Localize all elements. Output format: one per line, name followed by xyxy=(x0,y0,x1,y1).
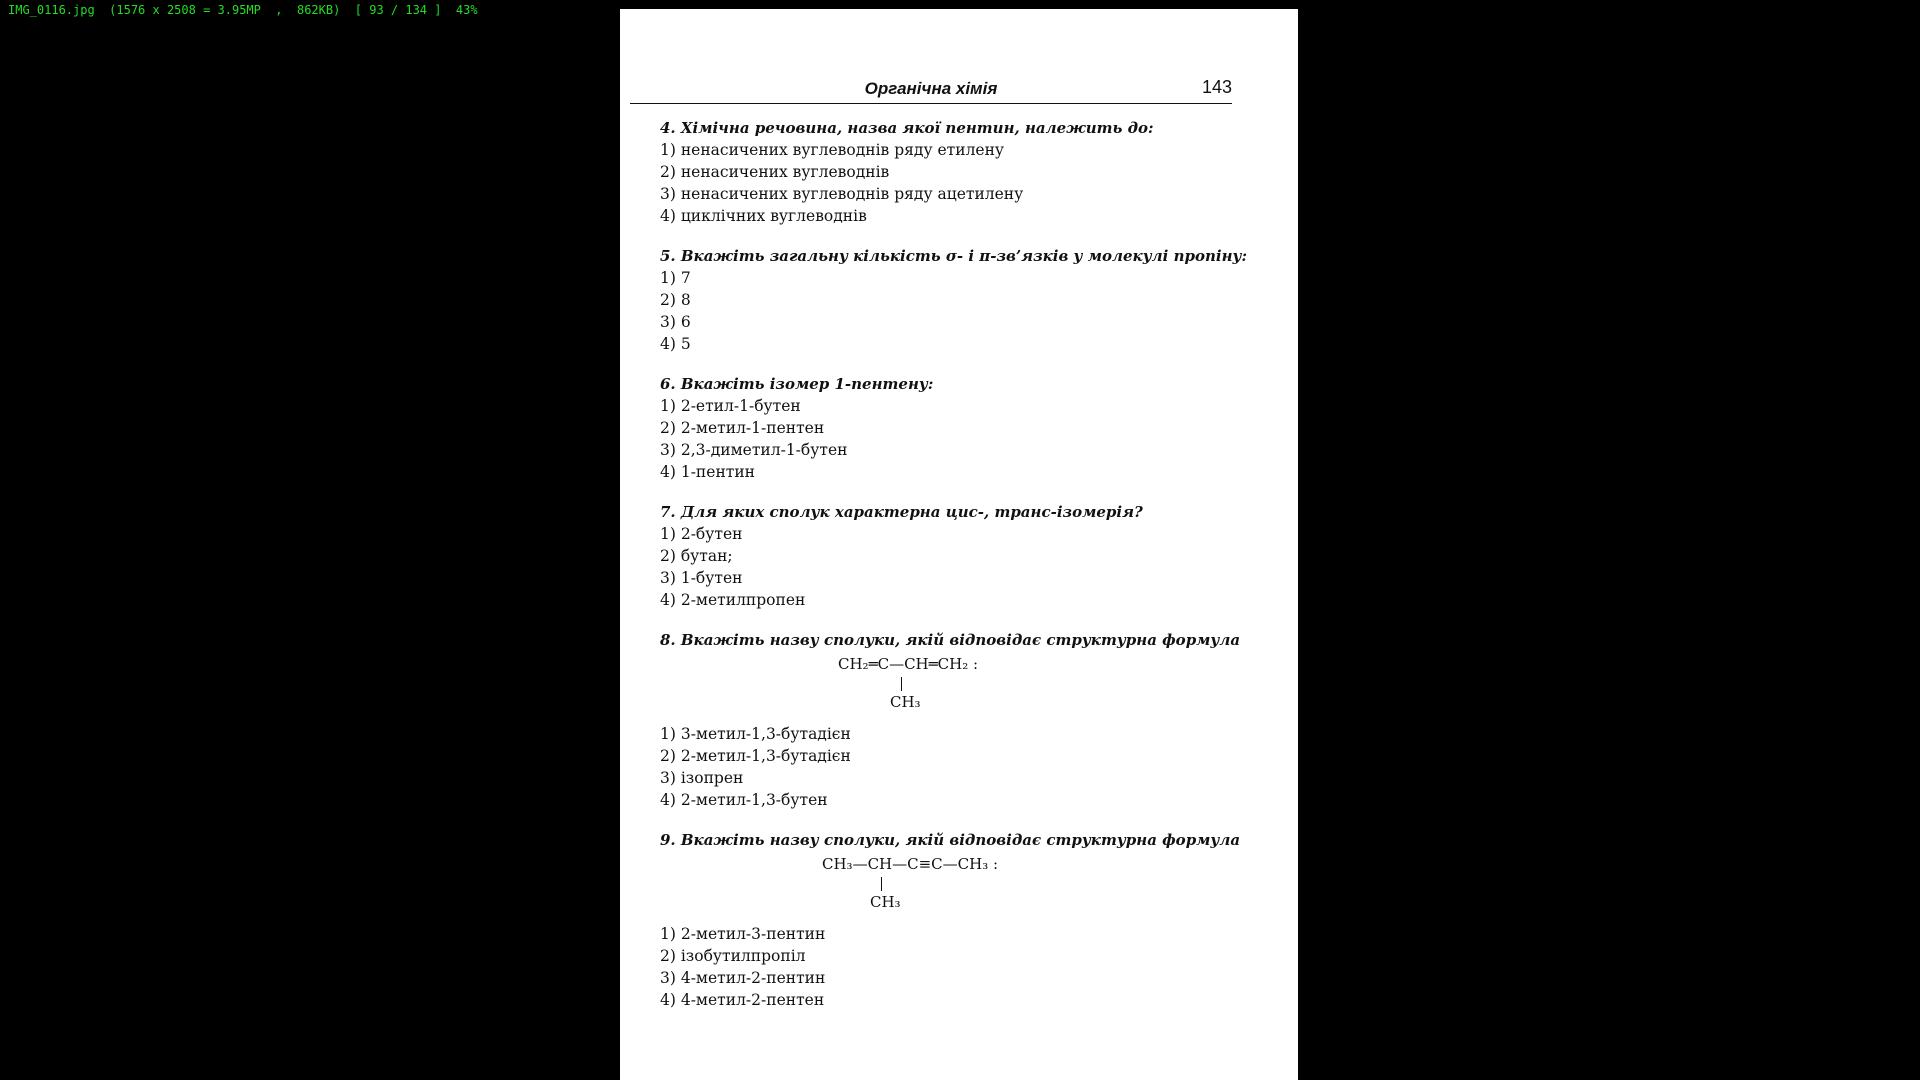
question-7 xyxy=(660,501,1260,611)
page-content xyxy=(660,117,1260,1029)
option: 1) 2-бутен xyxy=(660,525,743,543)
formula-main-chain: CH₃—CH—C≡C—CH₃ : xyxy=(822,855,999,873)
option: 4) 5 xyxy=(660,335,691,353)
option: 1) 7 xyxy=(660,269,691,287)
option: 1) ненасичених вуглеводнів ряду етилену xyxy=(660,141,1005,159)
structural-formula xyxy=(660,851,1260,923)
question-text: 4. Хімічна речовина, назва якої пентин, належить до: xyxy=(660,119,1154,137)
scanned-page xyxy=(620,9,1298,1080)
option: 3) 1-бутен xyxy=(660,569,743,587)
question-text: 6. Вкажіть ізомер 1-пентену: xyxy=(660,375,934,393)
page-title: Органічна хімія xyxy=(864,79,998,98)
option: 1) 2-етил-1-бутен xyxy=(660,397,801,415)
question-text: 7. Для яких сполук характерна цис-, транс-ізомерія? xyxy=(660,503,1143,521)
question-5 xyxy=(660,245,1260,355)
option: 4) 2-метил-1,3-бутен xyxy=(660,791,828,809)
page-header xyxy=(630,71,1232,104)
question-6 xyxy=(660,373,1260,483)
option: 3) 6 xyxy=(660,313,691,331)
question-text: 5. Вкажіть загальну кількість σ- і π-зв’язків у молекулі пропіну: xyxy=(660,247,1248,265)
question-8 xyxy=(660,629,1260,811)
question-9 xyxy=(660,829,1260,1011)
option: 1) 3-метил-1,3-бутадієн xyxy=(660,725,851,743)
question-4 xyxy=(660,117,1260,227)
viewer-status-bar: IMG_0116.jpg (1576 x 2508 = 3.95MP , 862KB) [ 93 / 134 ] 43% xyxy=(8,3,478,17)
page-number: 143 xyxy=(1201,77,1232,97)
option: 2) 2-метил-1-пентен xyxy=(660,419,825,437)
option: 2) ненасичених вуглеводнів xyxy=(660,163,890,181)
option: 3) ненасичених вуглеводнів ряду ацетилену xyxy=(660,185,1024,203)
option: 4) циклічних вуглеводнів xyxy=(660,207,867,225)
option: 4) 1-пентин xyxy=(660,463,756,481)
formula-branch-bond xyxy=(881,877,882,891)
option: 3) 2,3-диметил-1-бутен xyxy=(660,441,848,459)
option: 4) 4-метил-2-пентен xyxy=(660,991,825,1009)
structural-formula xyxy=(660,651,1260,723)
question-text: 8. Вкажіть назву сполуки, якій відповідає структурна формула xyxy=(660,631,1241,649)
option: 2) бутан; xyxy=(660,547,733,565)
option: 3) 4-метил-2-пентин xyxy=(660,969,826,987)
formula-branch-bond xyxy=(901,677,902,691)
option: 3) ізопрен xyxy=(660,769,744,787)
option: 2) 2-метил-1,3-бутадієн xyxy=(660,747,851,765)
option: 2) ізобутилпропіл xyxy=(660,947,806,965)
formula-branch: CH₃ xyxy=(890,693,921,711)
question-text: 9. Вкажіть назву сполуки, якій відповідає структурна формула xyxy=(660,831,1241,849)
option: 4) 2-метилпропен xyxy=(660,591,806,609)
formula-branch: CH₃ xyxy=(870,893,901,911)
option: 1) 2-метил-3-пентин xyxy=(660,925,826,943)
option: 2) 8 xyxy=(660,291,691,309)
formula-main-chain: CH₂═C—CH═CH₂ : xyxy=(838,655,979,673)
